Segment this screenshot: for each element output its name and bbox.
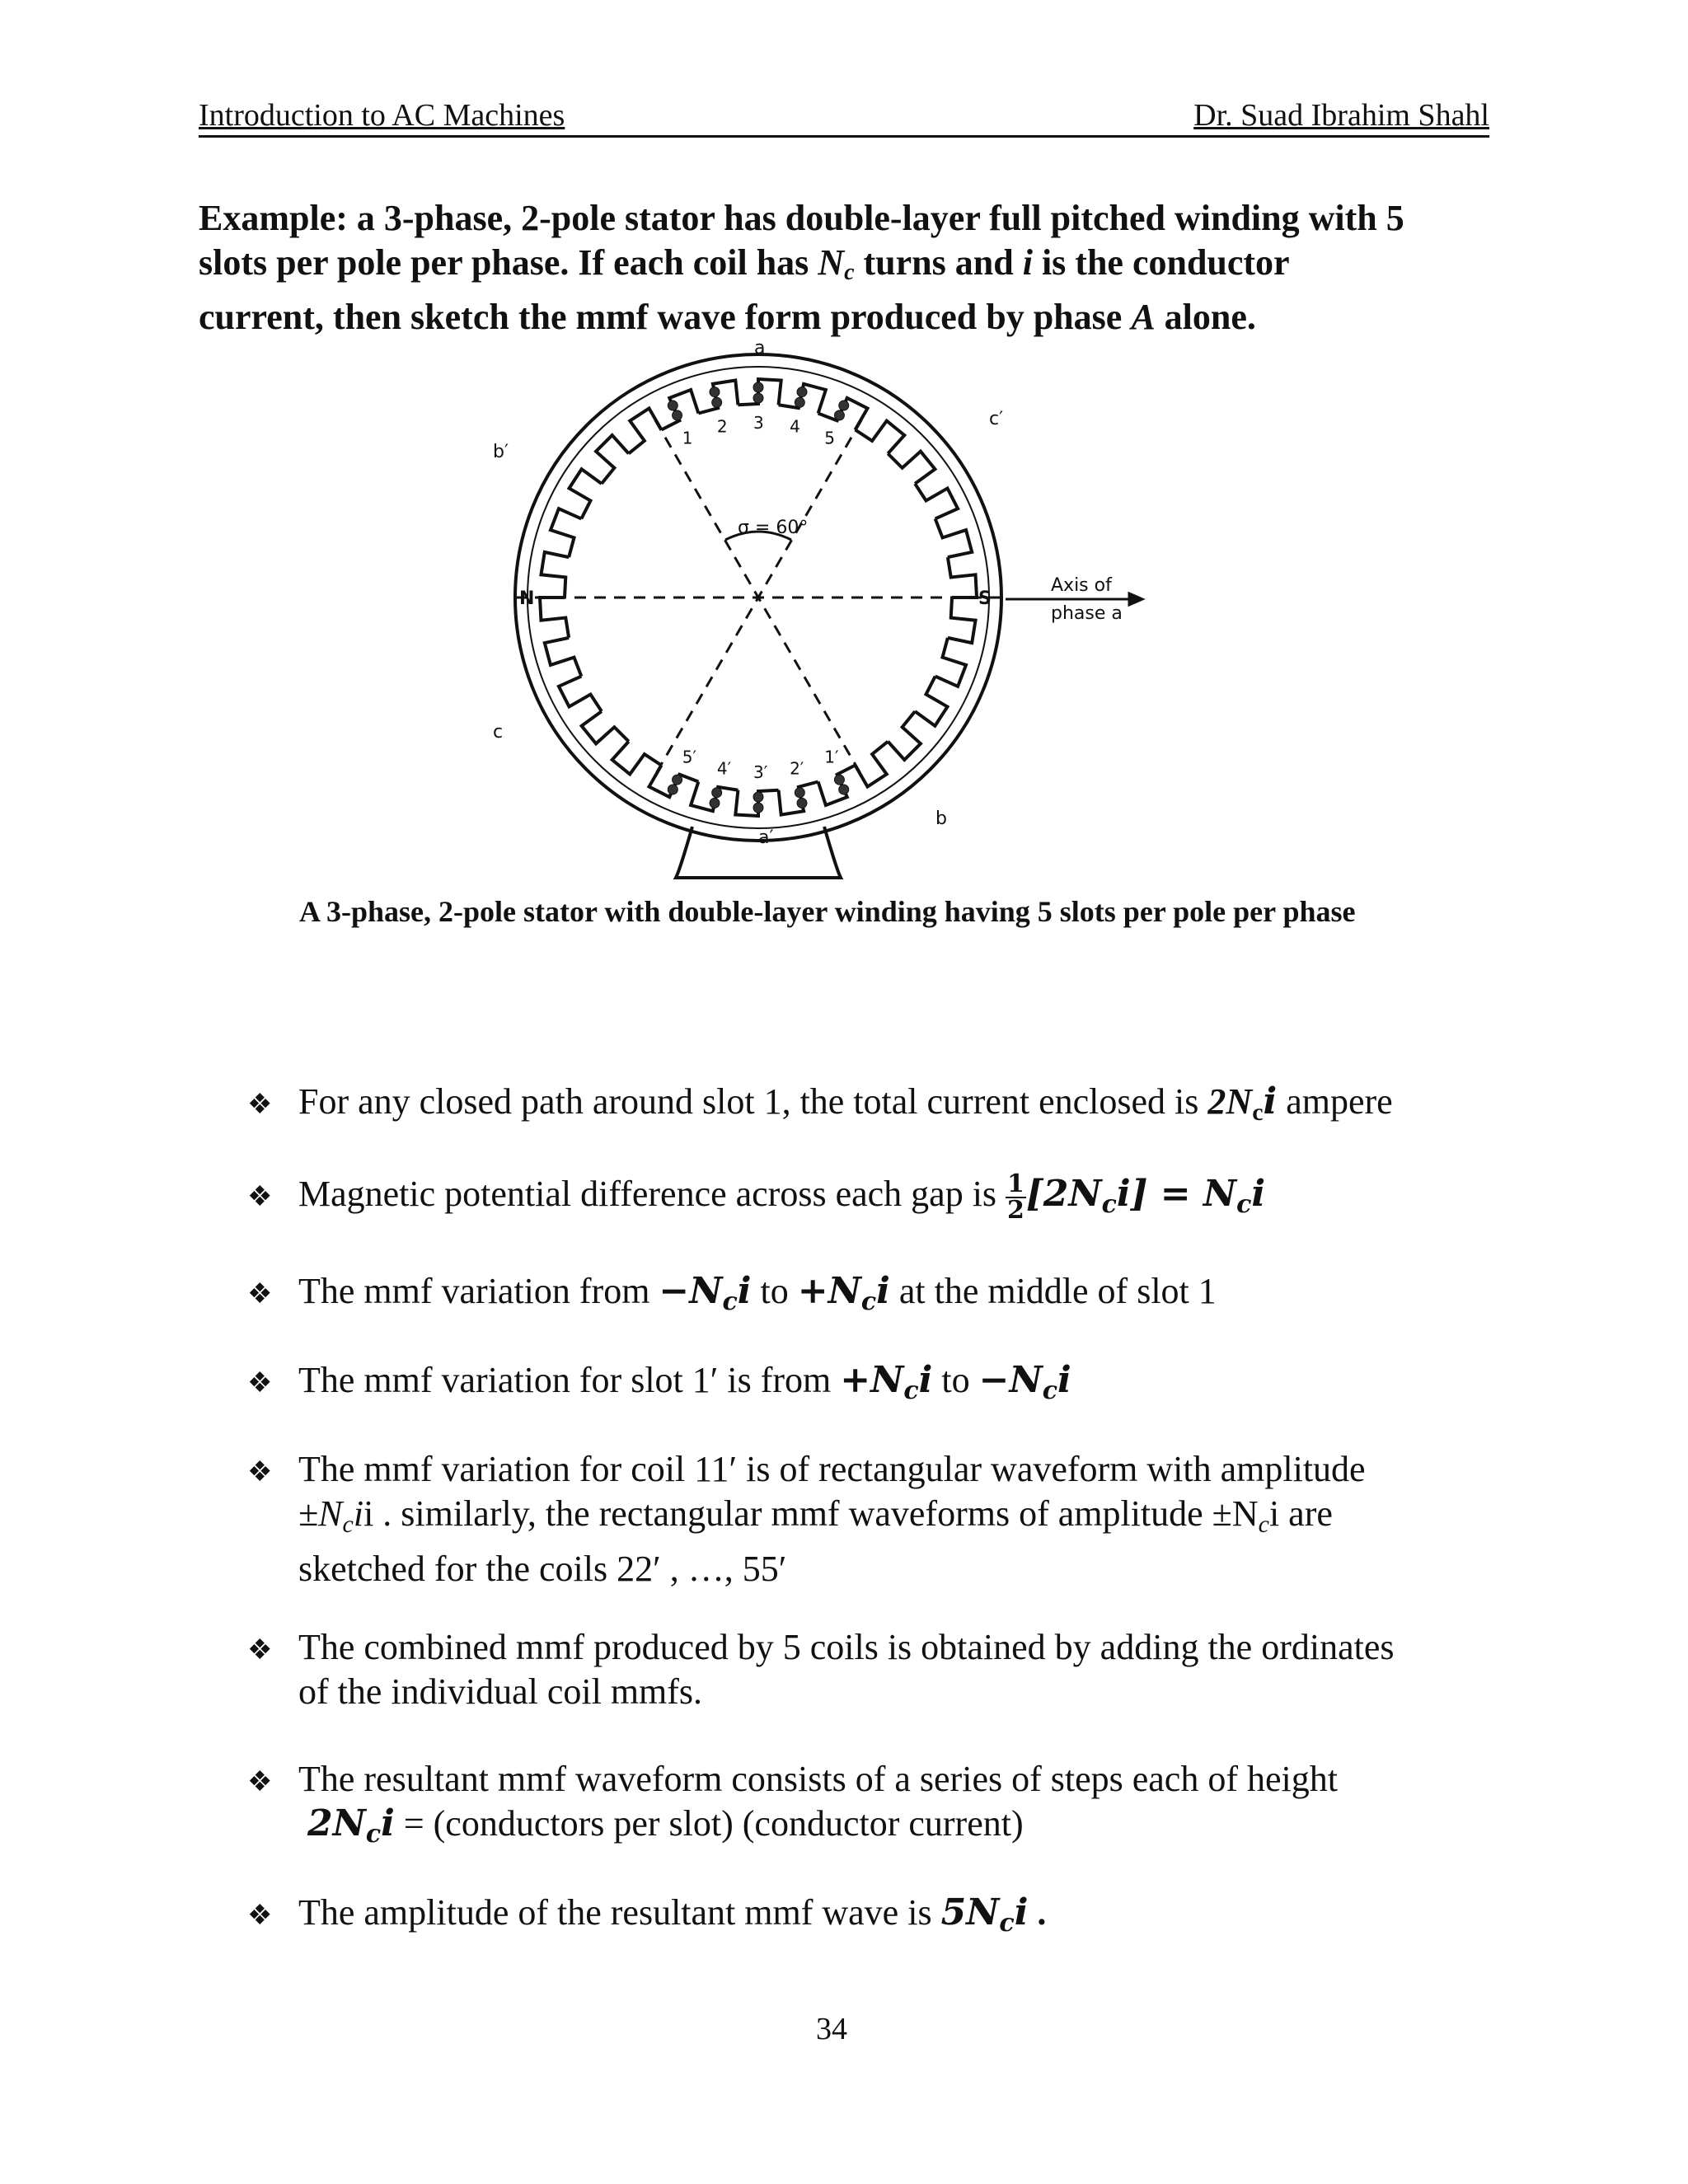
header-course-title: Introduction to AC Machines [199, 98, 565, 133]
top-slot-numbers [682, 413, 835, 448]
bullet-icon: ❖ [247, 1279, 273, 1310]
stator-slot [818, 766, 856, 806]
page-number: 34 [816, 2012, 847, 2046]
slot-number: 3′ [753, 762, 768, 782]
label-a-prime: a′ [758, 827, 774, 848]
stator-slot [888, 711, 921, 760]
example-line-2: slots per pole per phase. If each coil has $N_c$ turns and i is the conductor [199, 242, 1290, 285]
example-line-3: current, then sketch the mmf wave form produced by phase A alone. [199, 297, 1256, 337]
coil-conductor [753, 393, 763, 403]
header-author: Dr. Suad Ibrahim Shahl [1193, 98, 1489, 133]
coil-conductor [839, 785, 849, 794]
coil-conductor [795, 788, 804, 798]
axis-label-line-2: phase a [1051, 603, 1123, 624]
stator-slot [570, 469, 602, 518]
bottom-slot-numbers [682, 748, 839, 782]
slot-number: 4′ [716, 758, 732, 779]
bullet-icon: ❖ [247, 1900, 273, 1931]
stator-slot [935, 638, 966, 687]
stator-slot [915, 677, 947, 726]
stator-slot [629, 409, 662, 454]
coil-conductor [710, 387, 720, 397]
coil-conductor [710, 798, 720, 808]
example-statement [199, 196, 1517, 340]
bullet-icon: ❖ [247, 1368, 273, 1399]
slot-number: 2′ [790, 758, 804, 779]
bullet-icon: ❖ [247, 1090, 273, 1120]
example-line-1: Example: a 3-phase, 2-pole stator has double-layer full pitched winding with 5 [199, 198, 1404, 238]
stator-slot [915, 484, 958, 519]
stator-slot [856, 421, 905, 454]
label-N: N [519, 588, 535, 609]
slot-number: 1 [682, 428, 693, 448]
stator-diagram [478, 342, 1302, 911]
stator-slot [582, 711, 629, 743]
stator-slot [541, 552, 569, 598]
stator-slot [551, 509, 581, 557]
label-a: a [754, 342, 766, 359]
label-b-prime: b′ [493, 442, 509, 462]
coil-conductor [712, 397, 722, 407]
slot-number: 5′ [682, 747, 697, 767]
stator-slot [540, 598, 569, 638]
coil-conductor [834, 410, 844, 420]
slot-number: 1′ [824, 747, 839, 767]
coil-conductor [668, 401, 678, 410]
coil-conductor [668, 785, 678, 794]
coil-conductor [673, 775, 682, 785]
stator-slot [779, 781, 818, 814]
stator-slot [662, 390, 699, 430]
slot-number: 4 [790, 416, 800, 437]
coil-conductor [795, 397, 804, 407]
stator-slot [948, 557, 977, 598]
stator-slot [545, 638, 582, 677]
label-b: b [935, 808, 947, 829]
stator-slot [948, 598, 976, 643]
coil-conductor [839, 401, 849, 410]
stator-slot [698, 380, 738, 413]
coil-conductor [712, 788, 722, 798]
label-c-prime: c′ [989, 409, 1004, 429]
bullet-icon: ❖ [247, 1635, 273, 1666]
coil-conductor [673, 410, 682, 420]
axis-label-line-1: Axis of [1051, 575, 1112, 596]
stator-slot [888, 452, 935, 484]
slot-number: 3 [753, 413, 764, 433]
document-page: Introduction to AC Machines Dr. Suad Ibrahim Shahl Example: a 3-phase, 2-pole stator has double-layer full pitched winding with 5 slots per pole per phase. If each coil has $N_c$ turns and i is the conductor current, then sketch the mmf wave form produced by phase A alone. a a′ b b′ c c′ N S σ = 60° Axis of phase a 1 2 3 4 5 5′ 4′ 3′ 2′ 1′ A 3-phase, 2-pole stator with double-layer winding having 5 slots per pole per phase ❖ For any closed path around slot 1, the total current enclosed is $2N_ci$ ampere ❖ Magnetic potential difference across each gap is $\frac{1}{2}$ $[2N_ci] = N_ci$ ❖ The mmf variation from $-N_ci$ to $+N_ci$ at the middle of slot 1 ❖ The mmf variation for slot 1′ is from $+N_ci$ to $-N_ci$ ❖ The mmf variation for coil 11′ is of rectangular waveform with amplitude $\pm N_cii$ . similarly, the rectangular mmf waveforms of amplitude $\pm N_ci$ are sketched for the coils 22′ , …, 55′ ❖ The combined mmf produced by 5 coils is obtained by adding the ordinates of the individual coil mmfs. ❖ The resultant mmf waveform consists of a series of steps each of height $2N_ci$ = (conductors per slot) (conductor current) ❖ The amplitude of the resultant mmf wave is $5N_ci$ . 34 [0, 0, 1688, 2184]
coil-conductor [797, 798, 807, 808]
page-header [199, 97, 1489, 138]
slot-number: 2 [716, 416, 728, 437]
stator-slot [935, 518, 973, 557]
bullet-icon: ❖ [247, 1457, 273, 1488]
stator-slot [596, 435, 629, 484]
coil-conductor [834, 775, 844, 785]
bullet-icon: ❖ [247, 1182, 273, 1212]
coil-conductor [753, 382, 763, 392]
stator-slot [856, 742, 889, 787]
coil-conductor [797, 387, 807, 397]
coil-conductor [753, 792, 763, 802]
stator-slot [612, 742, 662, 775]
bullet-icon: ❖ [247, 1767, 273, 1797]
slot-number: 5 [824, 428, 835, 448]
figure-caption: A 3-phase, 2-pole stator with double-layer winding having 5 slots per pole per phase [299, 895, 1356, 928]
coil-conductor [753, 803, 763, 813]
stator-slot [559, 677, 602, 712]
sigma-label: σ = 60° [738, 518, 809, 538]
label-c: c [493, 722, 504, 743]
label-S: S [978, 588, 992, 609]
